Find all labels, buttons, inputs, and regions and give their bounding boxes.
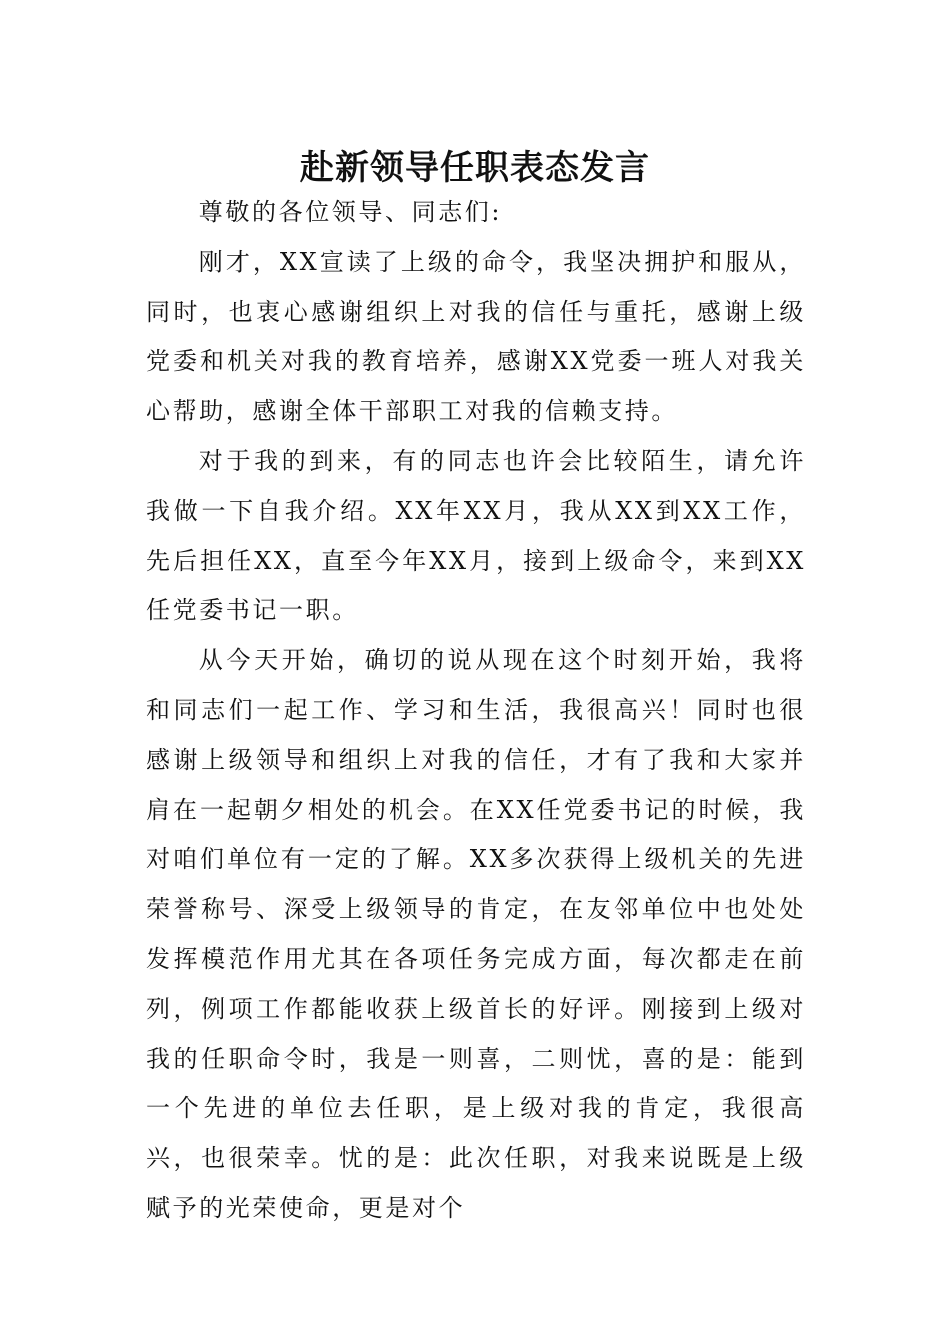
paragraph-2: 对于我的到来，有的同志也许会比较陌生，请允许我做一下自我介绍。XX年XX月，我从XX到XX工作，先后担任XX，直至今年XX月，接到上级命令，来到XX任党委书记一职。 bbox=[146, 446, 806, 625]
document-title: 赴新领导任职表态发言 bbox=[300, 148, 650, 188]
salutation: 尊敬的各位领导、同志们: bbox=[198, 198, 503, 226]
paragraph-3: 从今天开始，确切的说从现在这个时刻开始，我将和同志们一起工作、学习和生活，我很高兴！同时也很感谢上级领导和组织上对我的信任，才有了我和大家并肩在一起朝夕相处的机会。在XX任党委书记的时候，我对咱们单位有一定的了解。XX多次获得上级机关的先进荣誉称号、深受上级领导的肯定，在友邻单位中也处处发挥模范作用尤其在各项任务完成方面，每次都走在前列，例项工作都能收获上级首长的好评。刚接到上级对我的任职命令时，我是一则喜，二则忧，喜的是：能到一个先进的单位去任职，是上级对我的肯定，我很高兴，也很荣幸。忧的是：此次任职，对我来说既是上级赋予的光荣使命，更是对个 bbox=[146, 646, 806, 1222]
paragraph-1: 刚才，XX宣读了上级的命令，我坚决拥护和服从，同时，也衷心感谢组织上对我的信任与重托，感谢上级党委和机关对我的教育培养，感谢XX党委一班人对我关心帮助，感谢全体干部职工对我的信赖支持。 bbox=[146, 247, 806, 426]
document-body bbox=[146, 188, 806, 1234]
